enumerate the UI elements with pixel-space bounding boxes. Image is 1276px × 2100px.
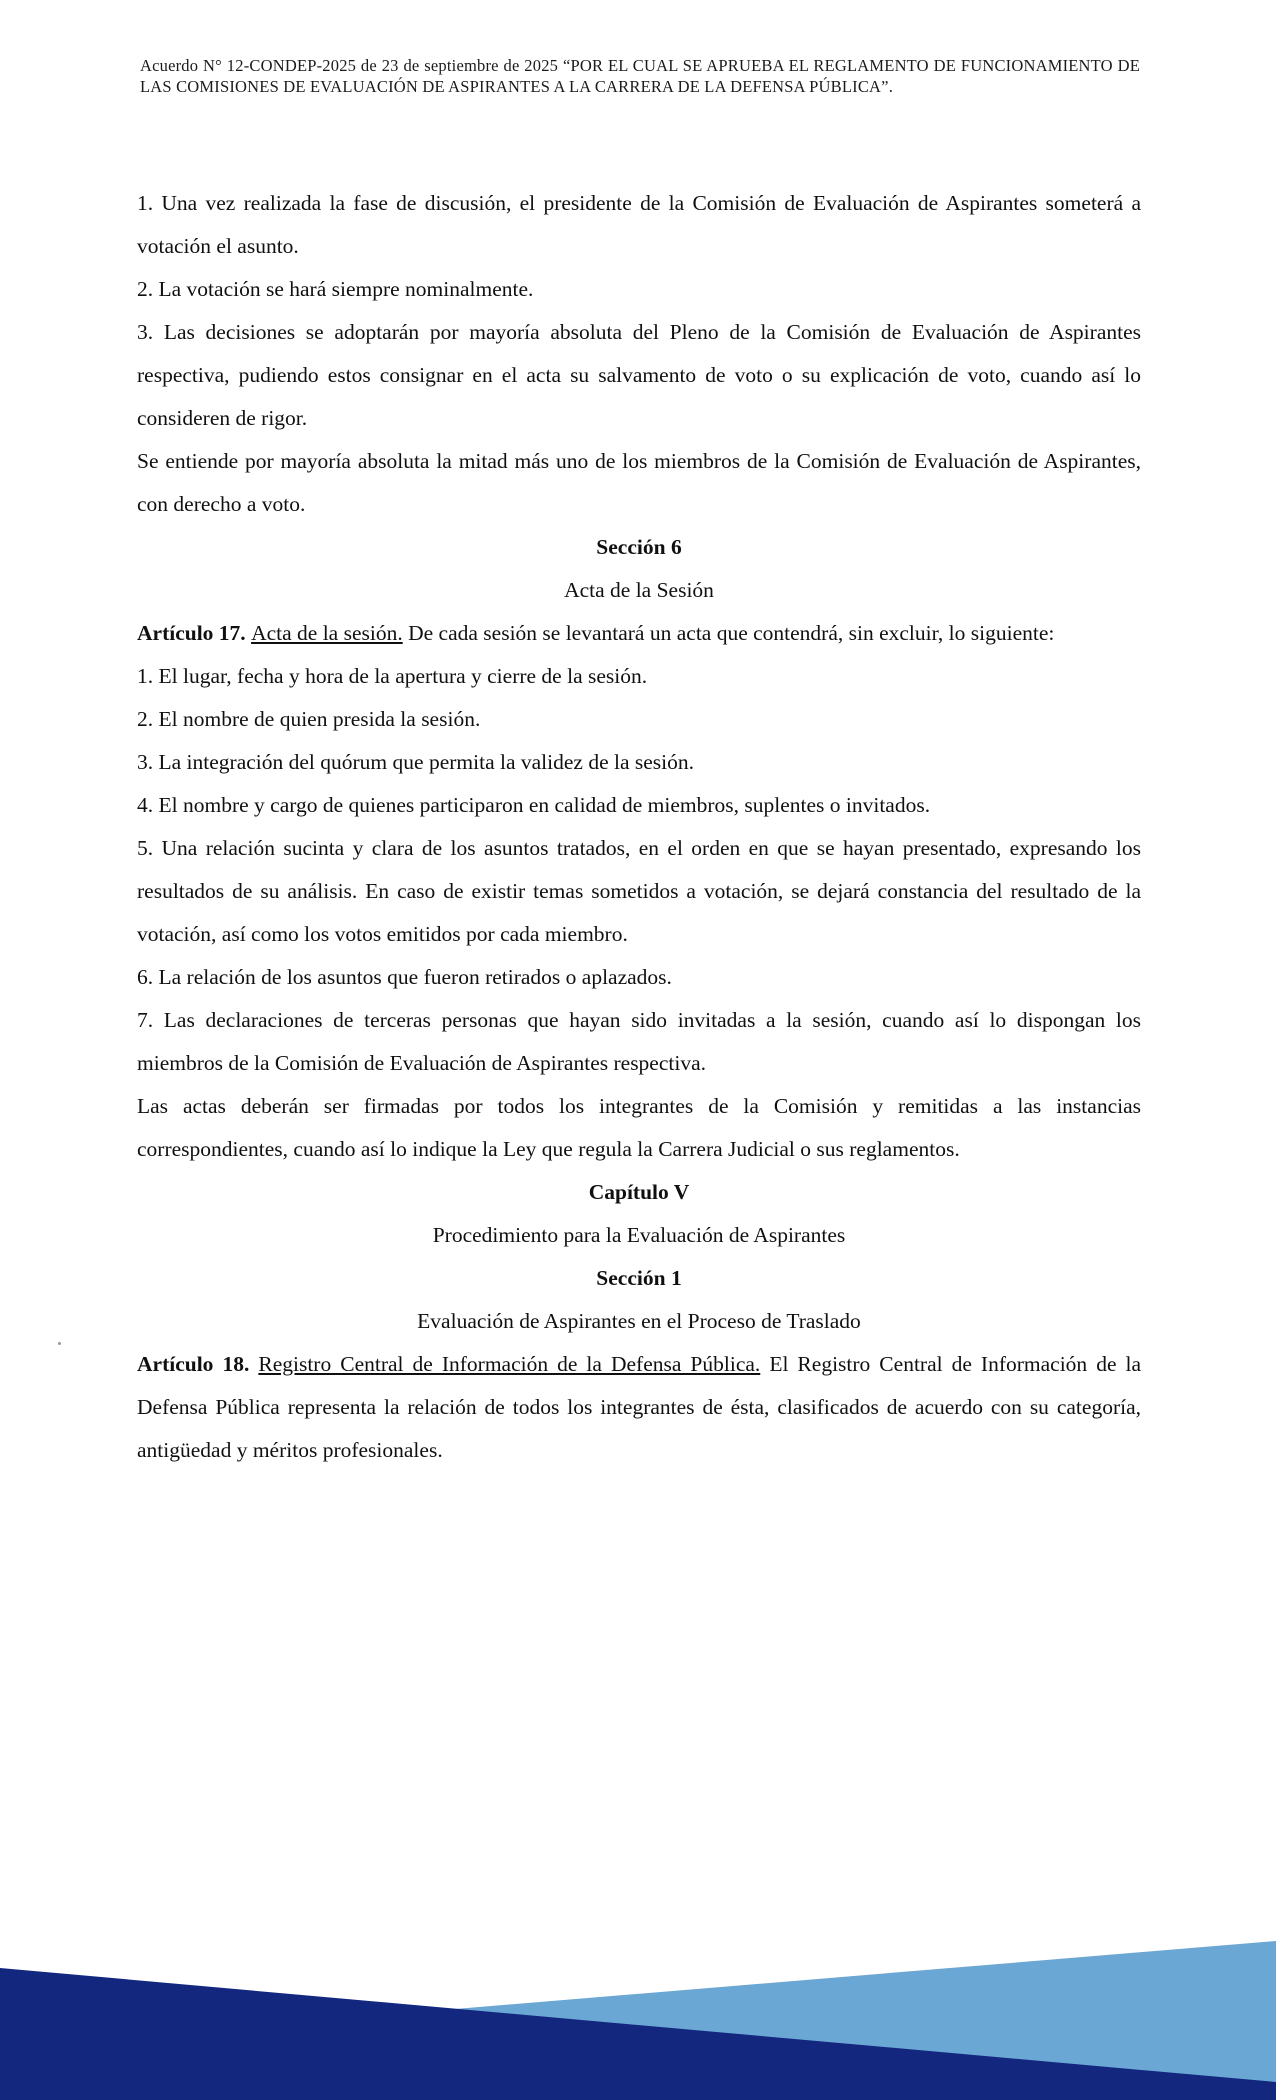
- article-17-text: De cada sesión se levantará un acta que contendrá, sin excluir, lo siguiente:: [408, 621, 1055, 645]
- acta-item-3: 3. La integración del quórum que permita la validez de la sesión.: [137, 750, 695, 774]
- document-body: [137, 182, 1141, 1472]
- article-17-subject: Acta de la sesión.: [251, 621, 403, 645]
- paragraph-mayoria-absoluta: Se entiende por mayoría absoluta la mitad más uno de los miembros de la Comisión de Evaluación de Aspirantes, con derecho a voto.: [137, 449, 1141, 516]
- numbered-item-votacion-3: 3. Las decisiones se adoptarán por mayoría absoluta del Pleno de la Comisión de Evaluación de Aspirantes respectiva, pudiendo estos consignar en el acta su salvamento de voto o su explicación de voto, cuando así lo consideren de rigor.: [137, 320, 1141, 430]
- article-18-label: Artículo 18.: [137, 1352, 250, 1376]
- acta-item-2: 2. El nombre de quien presida la sesión.: [137, 707, 481, 731]
- footer-decoration: [0, 1930, 1276, 2100]
- acta-item-1: 1. El lugar, fecha y hora de la apertura y cierre de la sesión.: [137, 664, 648, 688]
- section-6-subtitle: Acta de la Sesión: [564, 578, 714, 602]
- article-17-label: Artículo 17.: [137, 621, 246, 645]
- acta-item-7: 7. Las declaraciones de terceras personas que hayan sido invitadas a la sesión, cuando así lo dispongan los miembros de la Comisión de Evaluación de Aspirantes respectiva.: [137, 1008, 1141, 1075]
- article-18-text: El Registro Central de Información de la Defensa Pública representa la relación de todos los integrantes de ésta, clasificados de acuerdo con su categoría, antigüedad y méritos profesionales.: [137, 1352, 1142, 1462]
- paragraph-firma-actas: Las actas deberán ser firmadas por todos los integrantes de la Comisión y remitidas a las instancias correspondientes, cuando así lo indique la Ley que regula la Carrera Judicial o sus reglamentos.: [137, 1094, 1141, 1161]
- document-header: Acuerdo N° 12-CONDEP-2025 de 23 de septiembre de 2025 “POR EL CUAL SE APRUEBA EL REGLAMENTO DE FUNCIONAMIENTO DE LAS COMISIONES DE EVALUACIÓN DE ASPIRANTES A LA CARRERA DE LA DEFENSA PÚBLICA”.: [140, 56, 1140, 97]
- section-1-title: Sección 1: [596, 1266, 682, 1290]
- section-6-title: Sección 6: [596, 535, 682, 559]
- acta-item-4: 4. El nombre y cargo de quienes participaron en calidad de miembros, suplentes o invitados.: [137, 793, 931, 817]
- article-18-subject: Registro Central de Información de la Defensa Pública.: [258, 1352, 761, 1376]
- scan-artifact-dot: [58, 1342, 61, 1345]
- article-18-paragraph: [137, 1343, 1141, 1472]
- article-17-paragraph: [137, 612, 1141, 655]
- section-1-subtitle: Evaluación de Aspirantes en el Proceso de Traslado: [417, 1309, 861, 1333]
- chapter-5-subtitle: Procedimiento para la Evaluación de Aspirantes: [432, 1223, 846, 1247]
- numbered-item-votacion-1: 1. Una vez realizada la fase de discusión, el presidente de la Comisión de Evaluación de Aspirantes someterá a votación el asunto.: [137, 191, 1141, 258]
- acta-item-5: 5. Una relación sucinta y clara de los asuntos tratados, en el orden en que se hayan presentado, expresando los resultados de su análisis. En caso de existir temas sometidos a votación, se dejará constancia del resultado de la votación, así como los votos emitidos por cada miembro.: [137, 836, 1141, 946]
- numbered-item-votacion-2: 2. La votación se hará siempre nominalmente.: [137, 277, 534, 301]
- chapter-5-title: Capítulo V: [588, 1180, 690, 1204]
- acta-item-6: 6. La relación de los asuntos que fueron retirados o aplazados.: [137, 965, 672, 989]
